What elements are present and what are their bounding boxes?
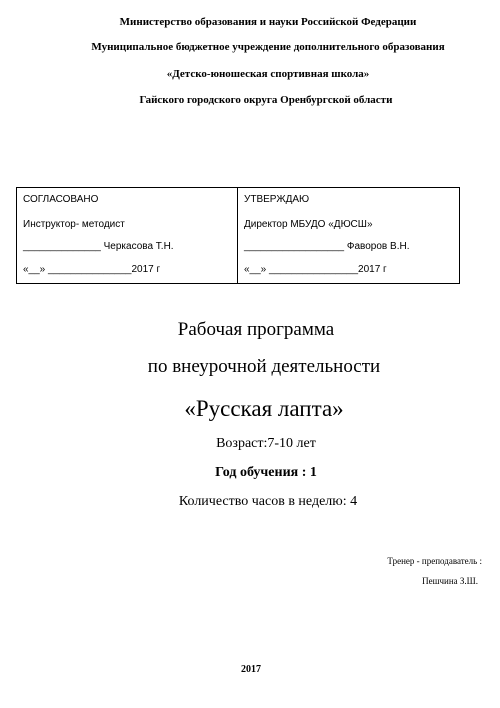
school-name-heading: «Детско-юношеская спортивная школа»: [166, 68, 370, 80]
ministry-heading: Министерство образования и науки Российской Федерации: [119, 16, 417, 28]
district-heading: Гайского городского округа Оренбургской области: [139, 94, 393, 106]
approval-cell-agreed: [17, 188, 238, 283]
approved-heading: УТВЕРЖДАЮ: [244, 194, 310, 205]
age-range: Возраст:7-10 лет: [216, 436, 316, 451]
agreed-position: Инструктор- методист: [23, 219, 125, 230]
trainer-name: Пешчина З.Ш.: [422, 576, 478, 586]
approved-date-line: «__» ________________2017 г: [244, 264, 387, 275]
approval-table: [16, 187, 460, 284]
document-subtitle: по внеурочной деятельности: [147, 356, 381, 377]
trainer-label: Тренер - преподаватель :: [387, 556, 482, 566]
weekly-hours: Количество часов в неделю: 4: [178, 494, 358, 509]
approved-position: Директор МБУДО «ДЮСШ»: [244, 219, 373, 230]
institution-type-heading: Муниципальное бюджетное учреждение дополнительного образования: [91, 41, 445, 53]
agreed-date-line: «__» _______________2017 г: [23, 264, 161, 275]
approval-cell-approved: [238, 188, 459, 283]
study-year: Год обучения : 1: [215, 465, 317, 480]
agreed-heading: СОГЛАСОВАНО: [23, 194, 99, 205]
program-name: «Русская лапта»: [184, 396, 344, 421]
agreed-signature-line: ______________ Черкасова Т.Н.: [23, 241, 174, 252]
approved-signature-line: __________________ Фаворов В.Н.: [244, 241, 410, 252]
document-title: Рабочая программа: [177, 319, 335, 340]
document-year: 2017: [241, 664, 261, 675]
